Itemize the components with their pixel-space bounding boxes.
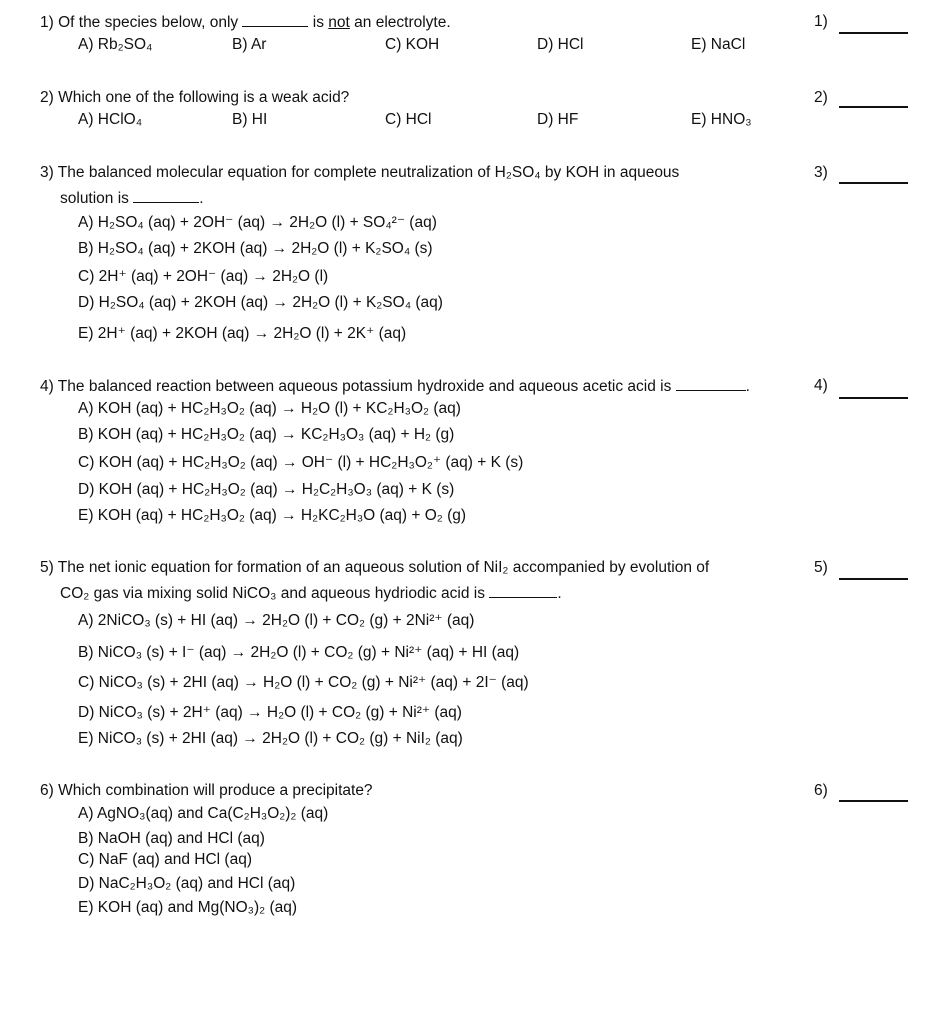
question-5-option-a: A) 2NiCO₃ (s) + HI (aq) → 2H₂O (l) + CO₂ (g) + 2Ni²⁺ (aq) [78,612,475,629]
question-4-option-c: C) KOH (aq) + HC₂H₃O₂ (aq) → OH⁻ (l) + HC₂H₃O₂⁺ (aq) + K (s) [78,454,524,471]
question-2-option-b: B) HI [232,111,268,128]
question-4-stem [40,376,750,397]
question-3-blank [133,188,199,203]
question-5-stem-line1: 5) The net ionic equation for formation of an aqueous solution of NiI₂ accompanied by evolution of [40,559,710,576]
question-1-option-a: A) Rb₂SO₄ [78,36,153,53]
question-3-option-c: C) 2H⁺ (aq) + 2OH⁻ (aq) → 2H₂O (l) [78,268,329,285]
question-1-stem-mid: is [308,14,329,31]
question-5-option-e: E) NiCO₃ (s) + 2HI (aq) → 2H₂O (l) + CO₂ (g) + NiI₂ (aq) [78,730,463,747]
question-6-option-b: B) NaOH (aq) and HCl (aq) [78,830,265,847]
question-6-option-c: C) NaF (aq) and HCl (aq) [78,851,252,868]
question-4-option-d: D) KOH (aq) + HC₂H₃O₂ (aq) → H₂C₂H₃O₃ (aq) + K (s) [78,481,455,498]
question-3-stem-line2 [60,188,204,209]
question-4-answer-line[interactable] [839,397,908,399]
question-3-stem-line1: 3) The balanced molecular equation for complete neutralization of H₂SO₄ by KOH in aqueous [40,164,680,181]
question-2-stem: 2) Which one of the following is a weak acid? [40,89,350,106]
question-3-number: 3) [814,164,828,181]
question-3-option-d: D) H₂SO₄ (aq) + 2KOH (aq) → 2H₂O (l) + K₂SO₄ (aq) [78,294,443,311]
question-1-answer-line[interactable] [839,32,908,34]
question-1-number: 1) [814,13,828,30]
question-6-option-e: E) KOH (aq) and Mg(NO₃)₂ (aq) [78,899,298,916]
question-4-option-e: E) KOH (aq) + HC₂H₃O₂ (aq) → H₂KC₂H₃O (aq) + O₂ (g) [78,507,467,524]
question-1-stem-start: 1) Of the species below, only [40,14,243,31]
question-6-answer-line[interactable] [839,800,908,802]
question-5-number: 5) [814,559,828,576]
question-1-blank [242,12,308,27]
question-2-option-d: D) HF [537,111,579,128]
question-6-stem: 6) Which combination will produce a precipitate? [40,782,373,799]
question-3-option-e: E) 2H⁺ (aq) + 2KOH (aq) → 2H₂O (l) + 2K⁺ (aq) [78,325,407,342]
question-3-stem-period: . [199,190,204,207]
question-5-blank [489,583,557,598]
question-1-stem [40,12,451,33]
question-3-stem-line2-text: solution is [60,190,129,207]
question-3-option-a: A) H₂SO₄ (aq) + 2OH⁻ (aq) → 2H₂O (l) + SO₄²⁻ (aq) [78,214,437,231]
question-2-option-a: A) HClO₄ [78,111,143,128]
question-1-option-b: B) Ar [232,36,267,53]
question-5-option-c: C) NiCO₃ (s) + 2HI (aq) → H₂O (l) + CO₂ (g) + Ni²⁺ (aq) + 2I⁻ (aq) [78,674,529,691]
question-5-stem-line2 [60,583,562,604]
question-5-stem-line2-text: CO₂ gas via mixing solid NiCO₃ and aqueous hydriodic acid is [60,585,485,602]
question-4-option-a: A) KOH (aq) + HC₂H₃O₂ (aq) → H₂O (l) + KC₂H₃O₂ (aq) [78,400,461,417]
question-1-option-c: C) KOH [385,36,440,53]
question-1-stem-end: an electrolyte. [349,14,451,31]
question-4-number: 4) [814,377,828,394]
question-2-option-c: C) HCl [385,111,432,128]
question-4-option-b: B) KOH (aq) + HC₂H₃O₂ (aq) → KC₂H₃O₃ (aq) + H₂ (g) [78,426,455,443]
question-4-stem-text: 4) The balanced reaction between aqueous potassium hydroxide and aqueous acetic acid is [40,378,672,395]
question-1-not-underlined: not [328,14,350,31]
question-6-number: 6) [814,782,828,799]
question-2-option-e: E) HNO₃ [691,111,752,128]
question-1-option-d: D) HCl [537,36,584,53]
question-6-option-a: A) AgNO₃(aq) and Ca(C₂H₃O₂)₂ (aq) [78,805,329,822]
question-5-option-d: D) NiCO₃ (s) + 2H⁺ (aq) → H₂O (l) + CO₂ (g) + Ni²⁺ (aq) [78,704,462,721]
question-5-option-b: B) NiCO₃ (s) + I⁻ (aq) → 2H₂O (l) + CO₂ (g) + Ni²⁺ (aq) + HI (aq) [78,644,520,661]
question-3-answer-line[interactable] [839,182,908,184]
question-4-blank [676,376,746,391]
question-5-stem-period: . [557,585,562,602]
question-1-option-e: E) NaCl [691,36,746,53]
question-2-number: 2) [814,89,828,106]
question-6-option-d: D) NaC₂H₃O₂ (aq) and HCl (aq) [78,875,296,892]
question-3-option-b: B) H₂SO₄ (aq) + 2KOH (aq) → 2H₂O (l) + K₂SO₄ (s) [78,240,433,257]
question-5-answer-line[interactable] [839,578,908,580]
question-4-stem-period: . [745,378,750,395]
question-2-answer-line[interactable] [839,106,908,108]
